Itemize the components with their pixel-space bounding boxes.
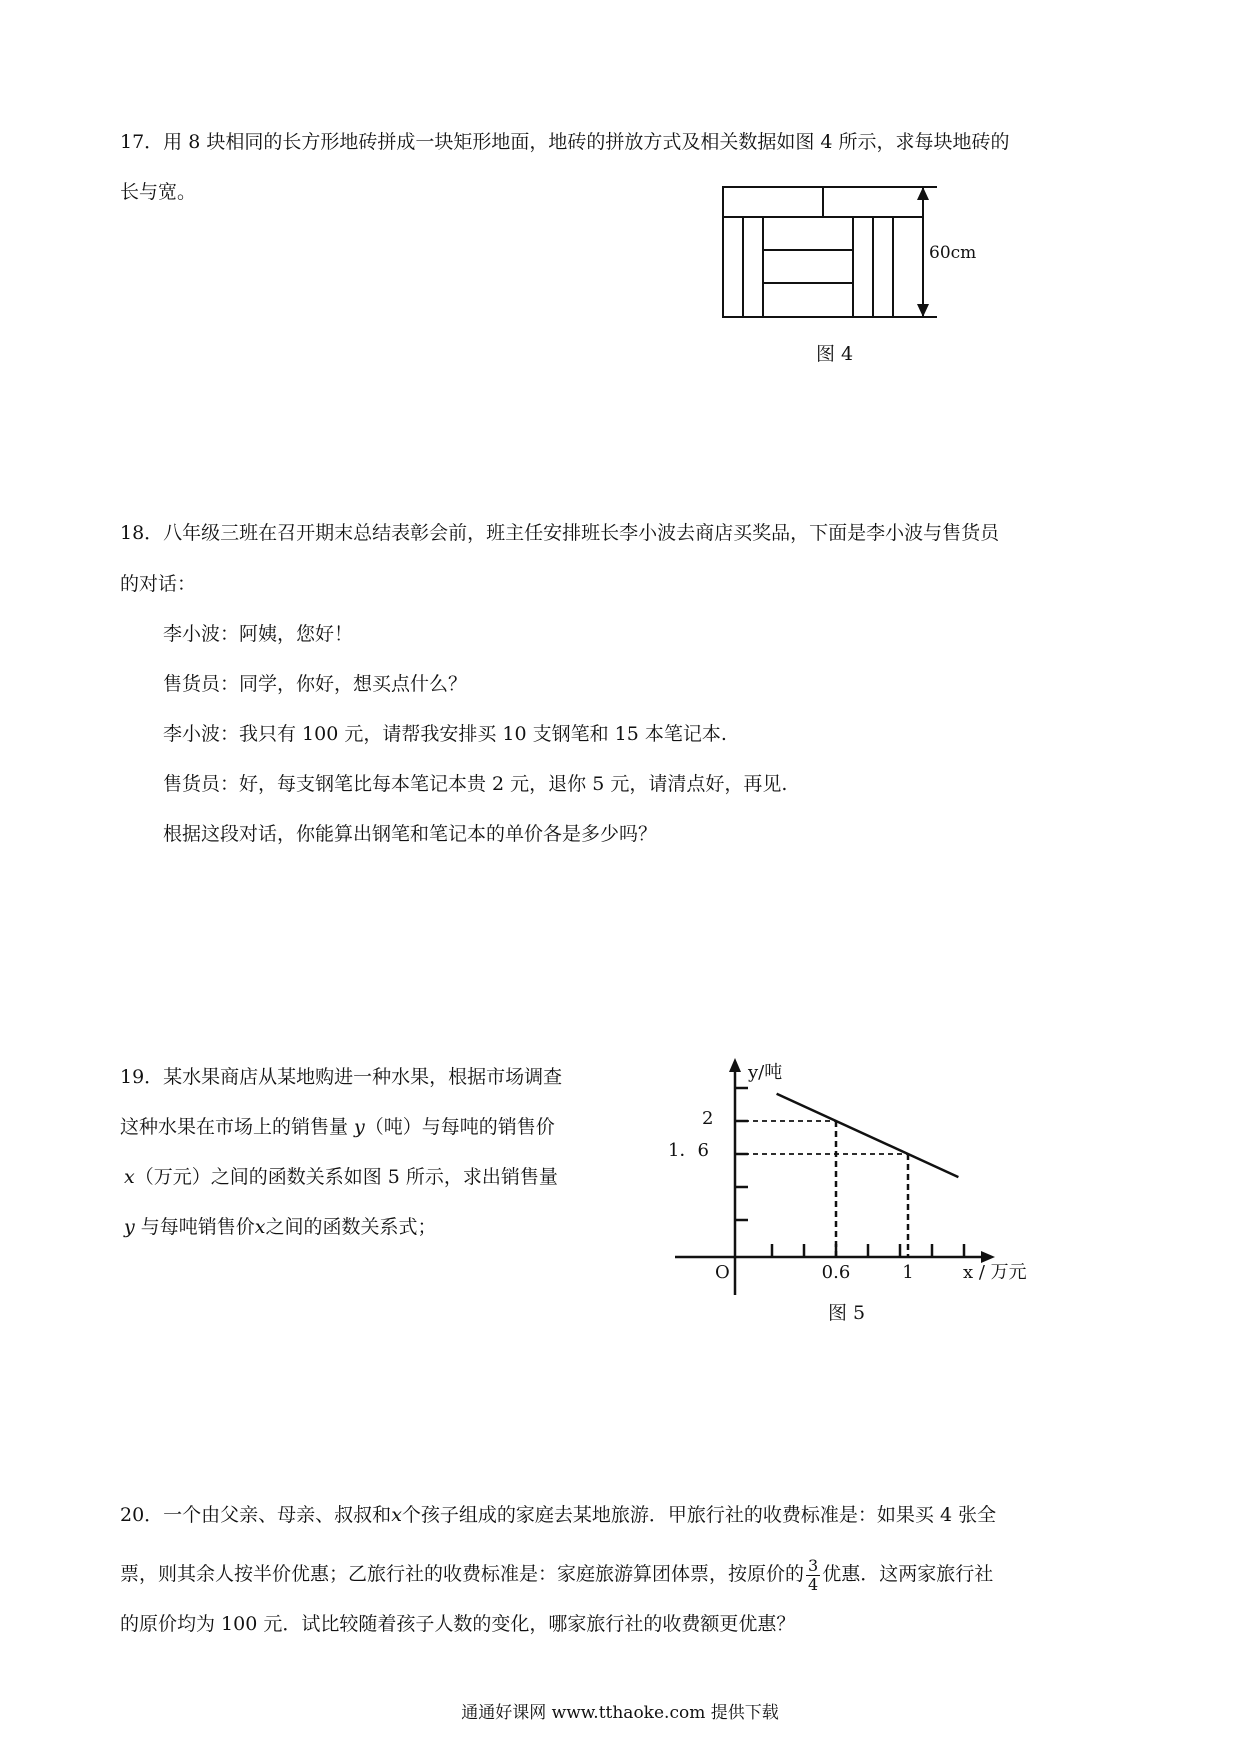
q20-line3: 的原价均为 100 元．试比较随着孩子人数的变化，哪家旅行社的收费额更优惠？ bbox=[120, 1613, 796, 1635]
tile-vertical-3 bbox=[853, 217, 873, 317]
q19-line4: y 与每吨销售价x之间的函数关系式； bbox=[124, 1216, 437, 1238]
q20-line1: 20．一个由父亲、母亲、叔叔和x个孩子组成的家庭去某地旅游．甲旅行社的收费标准是：如果买 4 张全 bbox=[120, 1504, 997, 1526]
page-footer: 通通好课网 www.tthaoke.com 提供下载 bbox=[461, 1703, 779, 1723]
figure-5-caption: 图 5 bbox=[828, 1302, 866, 1324]
x-tick-label-1: 1 bbox=[902, 1262, 914, 1283]
function-line bbox=[777, 1094, 959, 1177]
y-axis-arrow-icon bbox=[729, 1058, 741, 1072]
x-axis-label: x / 万元 bbox=[963, 1262, 1027, 1283]
x-tick-label-0-6: 0.6 bbox=[821, 1262, 851, 1283]
tile-top-left bbox=[723, 187, 823, 217]
y-axis-label: y/吨 bbox=[748, 1062, 783, 1083]
arrow-up-icon bbox=[917, 187, 929, 200]
tile-top-right bbox=[823, 187, 923, 217]
origin-label: O bbox=[715, 1262, 730, 1283]
q18-dialogue-2: 售货员：同学，你好，想买点什么？ bbox=[163, 673, 468, 695]
q18-dialogue-4: 售货员：好，每支钢笔比每本笔记本贵 2 元，退你 5 元，请清点好，再见. bbox=[163, 773, 788, 795]
q18-dialogue-1: 李小波：阿姨，您好！ bbox=[163, 623, 354, 645]
tile-horizontal-1 bbox=[763, 217, 853, 250]
var-y: y bbox=[354, 1116, 365, 1138]
q19-line1: 19．某水果商店从某地购进一种水果，根据市场调查 bbox=[120, 1066, 563, 1088]
tile-horizontal-3 bbox=[763, 283, 853, 317]
arrow-down-icon bbox=[917, 304, 929, 317]
dimension-label: 60cm bbox=[929, 243, 977, 263]
var-x: x bbox=[124, 1166, 135, 1188]
tile-horizontal-2 bbox=[763, 250, 853, 283]
function-chart bbox=[660, 1050, 1060, 1300]
figure-5 bbox=[660, 1050, 1060, 1304]
figure-4-caption: 图 4 bbox=[816, 343, 854, 365]
y-tick-label-2: 2 bbox=[702, 1108, 714, 1129]
var-y: y bbox=[124, 1216, 135, 1238]
q18-question: 根据这段对话，你能算出钢笔和笔记本的单价各是多少吗？ bbox=[163, 823, 658, 845]
q18-line1: 18．八年级三班在召开期末总结表彰会前，班主任安排班长李小波去商店买奖品，下面是李小波与售货员 bbox=[120, 522, 1000, 544]
q18-dialogue-3: 李小波：我只有 100 元，请帮我安排买 10 支钢笔和 15 本笔记本. bbox=[163, 723, 727, 745]
q19-line3: x（万元）之间的函数关系如图 5 所示，求出销售量 bbox=[124, 1166, 558, 1188]
tile-vertical-4 bbox=[873, 217, 893, 317]
q17-line2: 长与宽。 bbox=[120, 181, 197, 203]
x-ticks bbox=[772, 1244, 964, 1257]
fraction-three-quarters: $\frac{3}{4}$ bbox=[808, 1555, 819, 1594]
q20-line2: 票，则其余人按半价优惠；乙旅行社的收费标准是：家庭旅游算团体票，按原价的 $\frac{3}{4}$ 优惠．这两家旅行社 bbox=[120, 1555, 994, 1594]
q17-line1: 17．用 8 块相同的长方形地砖拼成一块矩形地面，地砖的拼放方式及相关数据如图 4 所示，求每块地砖的 bbox=[120, 131, 1010, 153]
q18-line2: 的对话： bbox=[120, 573, 197, 595]
tile-vertical-2 bbox=[743, 217, 763, 317]
q19-line2: 这种水果在市场上的销售量 y（吨）与每吨的销售价 bbox=[120, 1116, 555, 1138]
y-tick-label-1-6: 1．6 bbox=[668, 1140, 709, 1161]
var-x: x bbox=[391, 1504, 402, 1526]
tile-vertical-1 bbox=[723, 217, 743, 317]
var-x: x bbox=[254, 1216, 266, 1238]
